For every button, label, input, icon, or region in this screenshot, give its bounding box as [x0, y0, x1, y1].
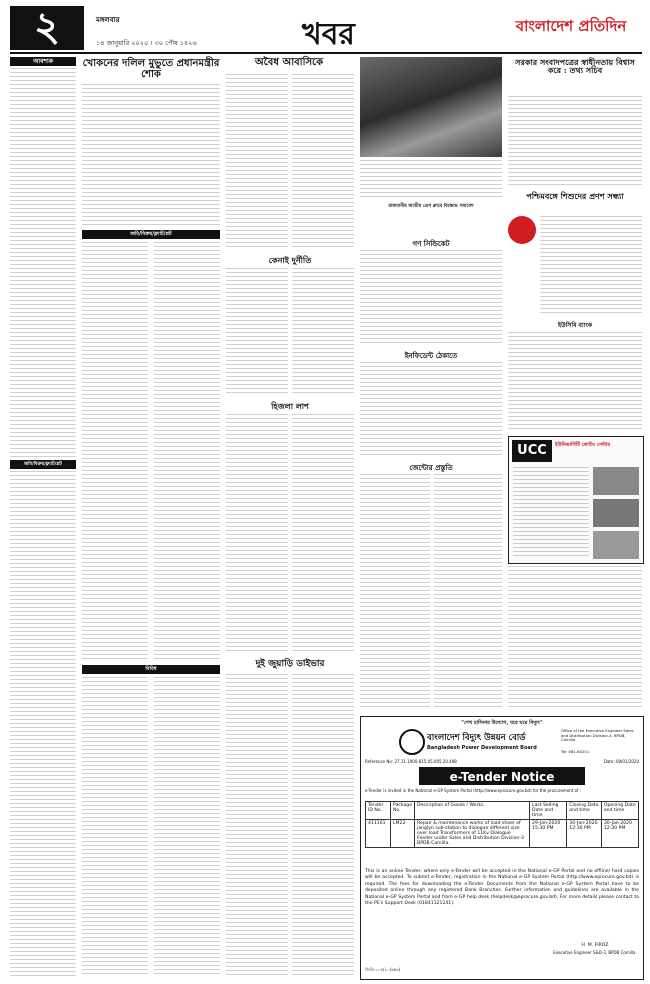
photo-side-text	[360, 160, 502, 200]
tender-title: e-Tender Notice	[449, 770, 555, 784]
header-date: ১৪ জানুয়ারি ২০২০ । ৩০ পৌষ ১৪২৬	[96, 39, 197, 47]
section-1-text	[360, 250, 502, 346]
mid-text-b	[292, 268, 354, 396]
th-package: Package No.	[391, 802, 415, 820]
photo-caption: রাজধানীর জাতীয় প্রেস ক্লাবে বিক্ষোভ সমাবেশ	[388, 204, 474, 209]
right-headline: সরকার সংবাদপত্রের স্বাধীনতায় বিশ্বাস করে : তথ্য সচিব	[515, 57, 635, 76]
right-headline-2: পশ্চিমবঙ্গে শিশুদের প্রণশ সন্ধ্যা	[526, 191, 624, 201]
tender-reference: Reference No: 27.11.1900.815.05.005.20.498	[365, 759, 457, 764]
tender-intro: e-Tender is invited in the National e-GP System Portal (http://www.eprocure.gov.bd) for the procurement of :	[365, 788, 582, 793]
tender-table-header	[366, 802, 639, 820]
td-last-selling: 29-Jan-2020 15:30 PM	[530, 820, 567, 848]
ucc-logo: UCC	[512, 440, 552, 462]
tender-signer-name: H. M. FIROZ	[581, 943, 609, 948]
ucc-tagline: ইউনিভার্সিটি কোচিং সেন্টার	[555, 442, 611, 448]
mid3-headline: দুই জুয়াড়ি ডাইভার	[255, 659, 325, 669]
bpdb-logo	[399, 729, 425, 755]
header-rule	[10, 52, 642, 54]
mid2-headline: হিজলা লাশ	[271, 401, 309, 411]
th-description: Description of Goods / Works	[415, 802, 530, 820]
th-closing: Closing Date and time	[567, 802, 602, 820]
lead-article-text	[82, 84, 220, 226]
right-ad-logo	[508, 216, 536, 244]
mid2-text-a	[226, 414, 288, 654]
classified-col1-text-a	[10, 68, 76, 458]
mid2-text-b	[292, 414, 354, 654]
td-description: Repair & maintenance works of load shaer of janglyn sub-station to dialogue different size over load Transformers of 11Kv Dialogue Feeder under Sales and Distribution Division-3 BPDB Comilla.	[415, 820, 530, 848]
mid-headline: কেনাই দুর্নীতি	[268, 255, 312, 265]
tender-tel: Tel: 081-60201	[561, 749, 590, 754]
page-number-box	[10, 2, 84, 50]
ucc-ad-text	[513, 467, 589, 557]
right-text-d	[508, 566, 642, 710]
ucc-photo-2	[593, 499, 639, 527]
classified-heading	[10, 57, 76, 66]
ucc-photo-1	[593, 467, 639, 495]
section-3-text-b	[434, 474, 502, 710]
mid3-text-a	[226, 674, 288, 976]
tender-table	[365, 801, 639, 848]
td-opening: 30-Jan-2020 12:30 PM	[601, 820, 638, 848]
classified-col2-text-a	[82, 242, 148, 662]
header-day: মঙ্গলবার	[96, 16, 120, 24]
section-title: খবর	[302, 17, 355, 52]
ucc-ad	[508, 436, 644, 564]
classified-col1-text-b	[10, 471, 76, 976]
right-text-c	[508, 332, 642, 432]
tender-date: Date: 09/01/2020	[603, 759, 639, 764]
classified-col2-heading	[82, 230, 220, 239]
centre-headline: অবৈধ আবাসিকে	[254, 57, 324, 68]
news-photo	[360, 57, 502, 157]
th-opening: Opening Date and time	[601, 802, 638, 820]
tender-title-bar	[419, 767, 585, 785]
classified-col2-text-b	[154, 242, 220, 662]
td-package: LM22	[391, 820, 415, 848]
misc-col-a	[82, 677, 148, 977]
tender-signer-title: Executive Engineer S&D-3, BPDB Comilla.	[553, 950, 637, 955]
tender-org-en: Bangladesh Power Development Board	[427, 745, 537, 751]
right-text-a	[508, 96, 642, 188]
tender-notice	[360, 716, 644, 980]
brand-logo	[500, 10, 642, 44]
misc-heading	[82, 665, 220, 674]
tender-body: This is an online Tender, where only e-Tender will be accepted in the National e-GP Portal and no offline/ hard copies will be accepted. To submit e-Tender, registration in the National e-GP System Portal (http://www.eprocure.gov.bd) is required. The fees for downloading the e-Tender Documents from the National e-GP System Portal have to be deposited online through any registered Bank Branches. Further information and guidelines are available in the National e-GP System Portal and from e-GP help desk (helpdesk@eprocure.gov.bd). For more details please contact to the PE's Support Desk (01841121241).	[365, 869, 639, 907]
section-3-text-a	[360, 474, 430, 710]
brand-name: বাংলাদেশ প্রতিদিন	[515, 16, 627, 35]
misc-heading-text: বিবিধ	[145, 666, 157, 672]
page-number: ২	[33, 2, 60, 50]
tender-footer-code: জিডি-১০৫/২০(৬x৩)	[365, 967, 401, 972]
th-last-selling: Last Selling Date and time	[530, 802, 567, 820]
classified-col2-heading-text: জমি/বিক্রয়/ফ্ল্যাট/প্লট	[130, 231, 172, 237]
td-id: 411161	[366, 820, 391, 848]
section-1-title: গণ সিন্ডিকেট	[412, 240, 450, 248]
classified-sub-heading-text: জমি/বিক্রয়/ফ্ল্যাট/প্লট	[24, 462, 62, 467]
section-3-title: জেন্টোর প্রস্তুতি	[409, 464, 453, 472]
lead-headline: খোকনের দলিল মুভুতে প্রধানমন্ত্রীর শোক	[82, 58, 220, 80]
td-closing: 30-Jan-2020 12:30 PM	[567, 820, 602, 848]
right-ad-title: ইউসিবি ব্যাংক	[557, 322, 593, 329]
classified-sub-heading	[10, 460, 76, 469]
tender-org-bn: বাংলাদেশ বিদ্যুৎ উন্নয়ন বোর্ড	[427, 733, 526, 743]
right-text-b	[540, 216, 642, 316]
classified-heading-text: আবশ্যক	[33, 58, 53, 65]
section-2-title: ইনফিডেন্ট ঠেকাতে	[404, 352, 458, 360]
th-id: Tender ID No.	[366, 802, 391, 820]
tender-table-row	[366, 820, 639, 848]
centre-text-a	[226, 74, 288, 250]
misc-col-b	[154, 677, 220, 977]
section-2-text	[360, 362, 502, 458]
tender-office: Office of the Executive Engineer Sales and Distribution Division-3, BPDB, Comilla.	[561, 728, 634, 743]
ucc-photo-3	[593, 531, 639, 559]
mid-text-a	[226, 268, 288, 396]
centre-text-b	[292, 74, 354, 250]
mid3-text-b	[292, 674, 354, 976]
tender-slogan: "শেখ হাসিনার উদ্যোগ, ঘরে ঘরে বিদ্যুৎ"	[461, 720, 543, 726]
